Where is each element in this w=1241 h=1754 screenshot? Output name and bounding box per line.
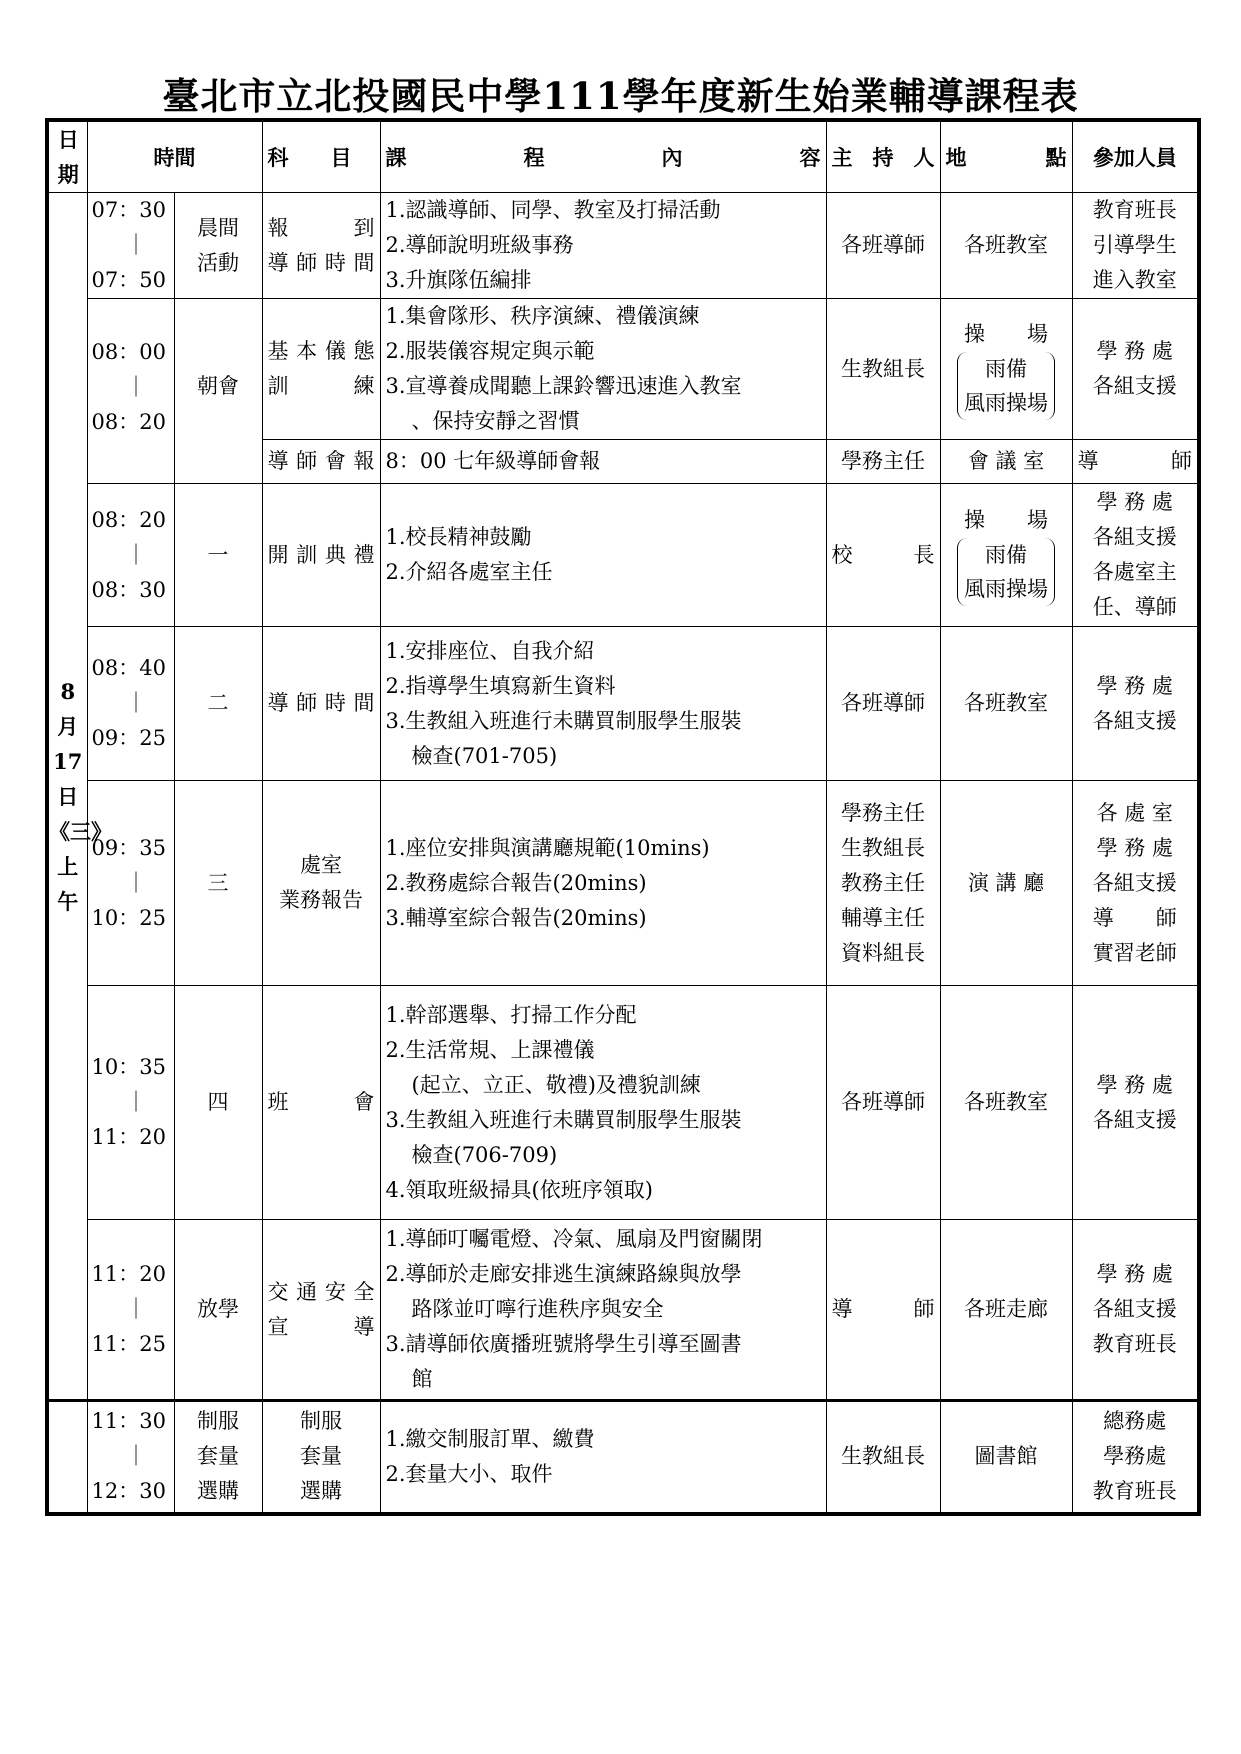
page-title: 臺北市立北投國民中學111學年度新生始業輔導課程表 [162,74,1079,118]
period-cell: 晨間 活動 [174,193,262,299]
subject-cell: 開訓典禮 [262,484,380,627]
date-cell-empty [47,1401,87,1514]
period-cell: 一 [174,484,262,627]
subject-cell: 導師會報 [262,440,380,484]
time-cell: 07：30 ｜ 07：50 [87,193,174,299]
content-line: 1.導師叮囑電燈、冷氣、風扇及門窗關閉 [385,1227,763,1251]
period-cell: 四 [174,986,262,1220]
subject-cell: 處室 業務報告 [262,781,380,986]
location-cell: 圖書館 [940,1401,1072,1514]
content-line: 路隊並叮嚀行進秩序與安全 [411,1297,664,1321]
host-cell: 各班導師 [826,627,940,781]
participants-cell: 學 務 處 各組支援 教育班長 [1072,1220,1199,1401]
content-line: 1.安排座位、自我介紹 [385,638,595,663]
content-line: 4.領取班級掃具(依班序領取) [385,1177,653,1202]
table-row [47,627,1199,781]
location-cell: 操 場 雨備 風雨操場 [940,484,1072,627]
period-cell: 朝會 [174,299,262,484]
content-cell [380,193,826,299]
subject-cell: 報 到 導師時間 [262,193,380,299]
time-cell: 10：35 ｜ 11：20 [87,986,174,1220]
location-cell: 各班教室 [940,986,1072,1220]
time-cell: 11：20 ｜ 11：25 [87,1220,174,1401]
content-line: 2.指導學生填寫新生資料 [385,673,616,698]
time-cell: 09：35 ｜ 10：25 [87,781,174,986]
content-line: 、保持安靜之習慣 [411,409,580,433]
table-row [47,484,1199,627]
participants-cell: 學 務 處 各組支援 [1072,299,1199,440]
content-line: 3.生教組入班進行未購買制服學生服裝 [385,1107,742,1132]
content-line: 2.套量大小、取件 [385,1461,553,1486]
content-line: 檢查(701-705) [411,743,558,768]
table-row [47,299,1199,440]
table-row [47,1220,1199,1401]
host-cell: 導 師 [826,1220,940,1401]
content-line: 2.教務處綜合報告(20mins) [385,870,647,895]
content-line: 1.校長精神鼓勵 [385,525,532,549]
table-row [47,781,1199,986]
content-cell [380,1220,826,1401]
header-date: 日期 [47,120,87,193]
content-line: 2.導師說明班級事務 [385,233,574,257]
content-line: 2.導師於走廊安排逃生演練路線與放學 [385,1262,742,1286]
subject-cell: 制服 套量 選購 [262,1401,380,1514]
host-cell: 各班導師 [826,986,940,1220]
participants-cell: 教育班長 引導學生 進入教室 [1072,193,1199,299]
content-line: 1.座位安排與演講廳規範(10mins) [385,835,710,860]
content-line: 3.升旗隊伍編排 [385,268,532,292]
table-row [47,986,1199,1220]
content-line: 3.輔導室綜合報告(20mins) [385,905,647,930]
header-location: 地 點 [940,120,1072,193]
time-cell: 11：30 ｜ 12：30 [87,1401,174,1514]
host-cell: 生教組長 [826,299,940,440]
subject-cell: 導師時間 [262,627,380,781]
participants-cell: 學 務 處 各組支援 [1072,627,1199,781]
period-cell: 放學 [174,1220,262,1401]
host-cell: 各班導師 [826,193,940,299]
header-participants: 參加人員 [1072,120,1199,193]
host-cell: 生教組長 [826,1401,940,1514]
host-cell: 學務主任 [826,440,940,484]
table-row [47,1401,1199,1514]
content-line: 1.繳交制服訂單、繳費 [385,1426,595,1451]
period-cell: 三 [174,781,262,986]
table-header-row [47,120,1199,193]
participants-cell: 導 師 [1072,440,1199,484]
content-line: 1.集會隊形、秩序演練、禮儀演練 [385,304,700,328]
content-cell [380,299,826,440]
period-cell: 二 [174,627,262,781]
time-cell: 08：20 ｜ 08：30 [87,484,174,627]
content-line: 3.請導師依廣播班號將學生引導至圖書 [385,1332,742,1356]
participants-cell: 總務處 學務處 教育班長 [1072,1401,1199,1514]
participants-cell: 學 務 處 各組支援 [1072,986,1199,1220]
location-cell: 會 議 室 [940,440,1072,484]
location-cell: 各班教室 [940,193,1072,299]
host-cell: 學務主任 生教組長 教務主任 輔導主任 資料組長 [826,781,940,986]
content-cell [380,1401,826,1514]
location-cell: 演 講 廳 [940,781,1072,986]
participants-cell: 各 處 室 學 務 處 各組支援 導 師 實習老師 [1072,781,1199,986]
content-line: 3.宣導養成聞聽上課鈴響迅速進入教室 [385,374,742,398]
content-line: 3.生教組入班進行未購買制服學生服裝 [385,708,742,733]
table-row [47,193,1199,299]
content-line: 1.幹部選舉、打掃工作分配 [385,1002,637,1027]
header-content: 課 程 內 容 [380,120,826,193]
content-line: 檢查(706-709) [411,1142,558,1167]
schedule-table [45,118,1201,1516]
content-line: 2.生活常規、上課禮儀 [385,1037,595,1062]
time-cell: 08：00 ｜ 08：20 [87,299,174,484]
content-cell: 8：00 七年級導師會報 [380,440,826,484]
content-line: 1.認識導師、同學、教室及打掃活動 [385,198,721,222]
host-cell: 校 長 [826,484,940,627]
content-line: 館 [411,1367,433,1391]
header-subject: 科 目 [262,120,380,193]
subject-cell: 班 會 [262,986,380,1220]
content-line: 2.服裝儀容規定與示範 [385,339,595,363]
content-cell [380,781,826,986]
subject-cell: 基本儀態 訓 練 [262,299,380,440]
subject-cell: 交通安全 宣 導 [262,1220,380,1401]
content-cell [380,986,826,1220]
period-cell: 制服 套量 選購 [174,1401,262,1514]
content-line: (起立、立正、敬禮)及禮貌訓練 [411,1072,701,1097]
time-cell: 08：40 ｜ 09：25 [87,627,174,781]
location-cell: 操 場 雨備 風雨操場 [940,299,1072,440]
content-cell [380,484,826,627]
date-cell: 8 月 17 日 《三》 上 午 [47,193,87,1401]
participants-cell: 學 務 處 各組支援 各處室主 任、導師 [1072,484,1199,627]
header-time: 時間 [87,120,262,193]
content-cell [380,627,826,781]
content-line: 2.介紹各處室主任 [385,560,553,584]
location-cell: 各班走廊 [940,1220,1072,1401]
location-cell: 各班教室 [940,627,1072,781]
header-host: 主 持 人 [826,120,940,193]
